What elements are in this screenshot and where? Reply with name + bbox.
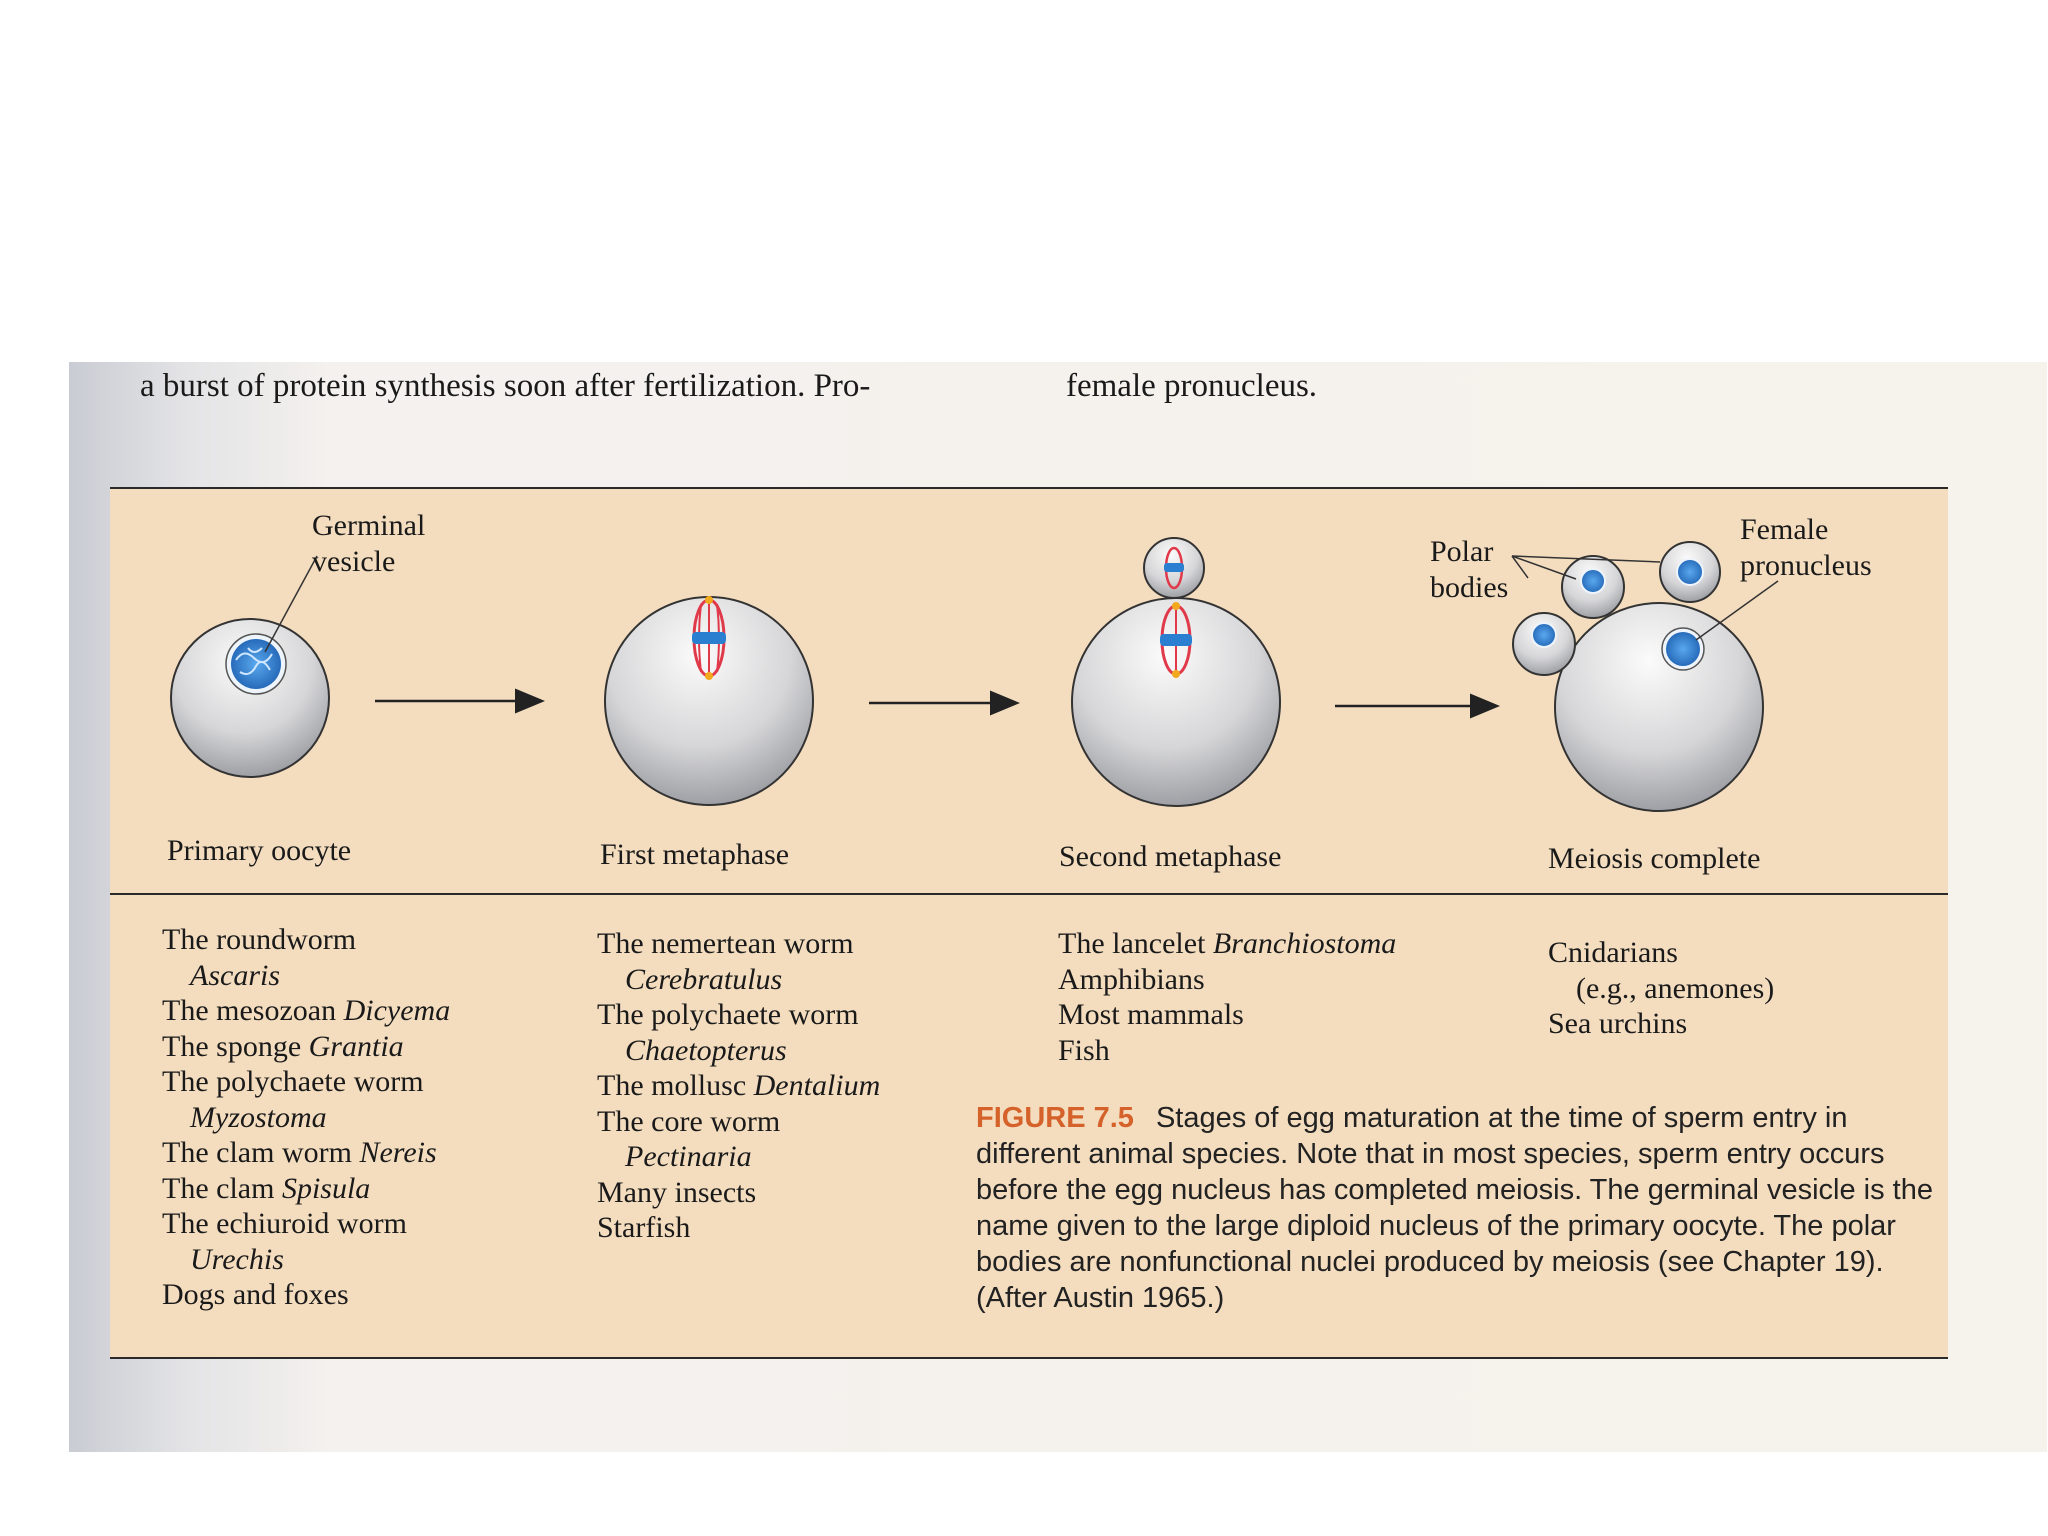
second-metaphase-egg (1072, 538, 1280, 806)
meiosis-complete-egg (1513, 542, 1763, 811)
species-entry: The clam worm Nereis (162, 1136, 437, 1169)
primary-oocyte-egg (171, 619, 329, 777)
species-entry: The polychaete worm (162, 1065, 424, 1098)
species-list-second-metaphase (1058, 926, 1396, 1068)
species-entry: (e.g., anemones) (1576, 971, 1775, 1005)
species-entry: The core worm (597, 1104, 781, 1138)
species-entry: The mollusc Dentalium (597, 1069, 881, 1102)
polar-bodies-label: Polar bodies (1430, 535, 1509, 604)
species-entry: The sponge Grantia (162, 1029, 404, 1063)
species-entry: Fish (1058, 1033, 1110, 1067)
female-pronucleus-label: Female pronucleus (1740, 513, 1872, 582)
species-entry: The mesozoan Dicyema (162, 994, 451, 1027)
stage-label-primary-oocyte: Primary oocyte (167, 834, 352, 867)
figure-number: FIGURE 7.5 (976, 1102, 1134, 1134)
species-list-primary-oocyte (162, 922, 450, 1313)
top-text-left: a burst of protein synthesis soon after fertilization. Pro- (140, 368, 871, 404)
top-text-right: female pronucleus. (1066, 368, 1318, 404)
species-entry: Urechis (190, 1242, 284, 1276)
stage-label-first-metaphase: First metaphase (600, 838, 790, 871)
species-entry: Many insects (597, 1175, 757, 1209)
species-entry: Cerebratulus (625, 962, 783, 996)
species-entry: Amphibians (1058, 962, 1205, 996)
species-entry: Starfish (597, 1211, 691, 1244)
species-entry: Dogs and foxes (162, 1278, 349, 1311)
species-list-first-metaphase (597, 926, 880, 1246)
species-entry: Sea urchins (1548, 1007, 1688, 1040)
species-entry: Myzostoma (190, 1100, 327, 1134)
caption-text: Stages of egg maturation at the time of sperm entry in different animal species. Note that in most species, sperm entry occurs before the egg nucleus has completed meiosis. The germinal vesicle is the name given to the large diploid nucleus of the primary oocyte. The polar bodies are nonfunctional nuclei produced by meiosis (see Chapter 19). (After Austin 1965.) (976, 1102, 1933, 1314)
stage-label-meiosis-complete: Meiosis complete (1548, 842, 1761, 875)
stage-label-second-metaphase: Second metaphase (1059, 840, 1282, 873)
germinal-vesicle-label: Germinal vesicle (312, 509, 426, 578)
figure-caption (976, 1100, 1936, 1316)
species-entry: Chaetopterus (625, 1033, 787, 1067)
species-entry: The clam Spisula (162, 1171, 371, 1205)
species-entry: The lancelet Branchiostoma (1058, 927, 1397, 960)
species-entry: The nemertean worm (597, 927, 854, 960)
species-list-meiosis-complete (1548, 935, 1774, 1042)
species-entry: Cnidarians (1548, 936, 1678, 969)
species-entry: The polychaete worm (597, 998, 859, 1031)
species-entry: The echiuroid worm (162, 1207, 407, 1240)
species-entry: The roundworm (162, 923, 357, 956)
species-entry: Most mammals (1058, 998, 1244, 1031)
first-metaphase-egg (605, 596, 813, 805)
species-entry: Pectinaria (625, 1140, 752, 1173)
species-entry: Ascaris (190, 958, 280, 992)
